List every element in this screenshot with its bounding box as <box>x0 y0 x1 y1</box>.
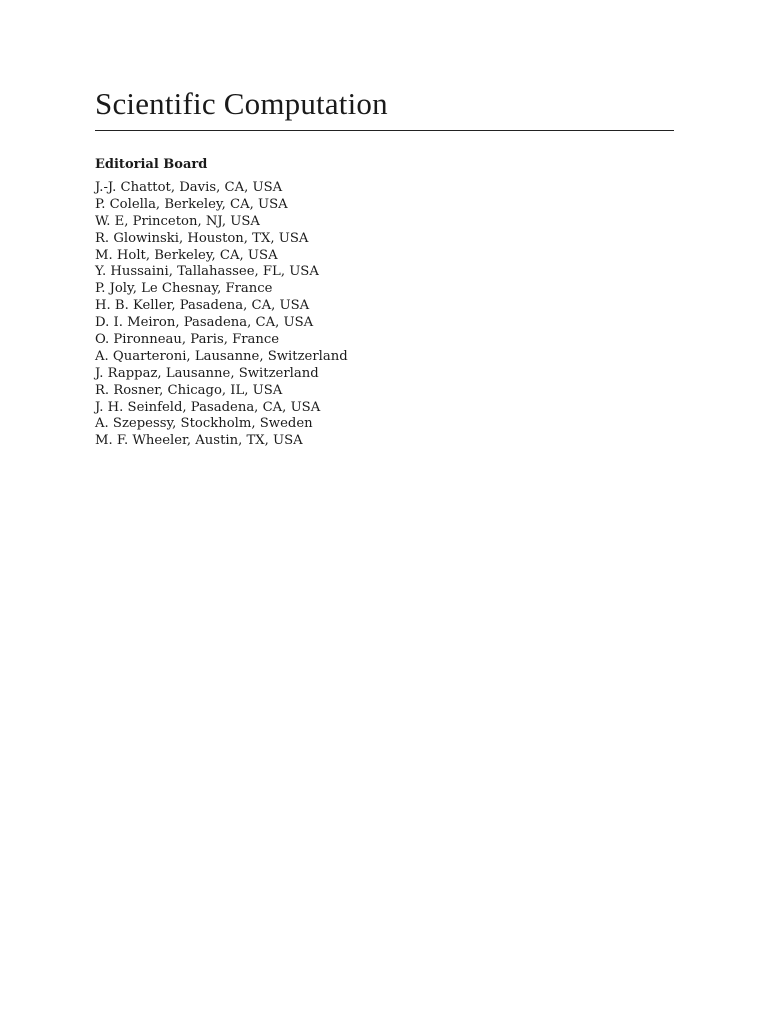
board-member: R. Rosner, Chicago, IL, USA <box>95 382 283 398</box>
board-member: M. F. Wheeler, Austin, TX, USA <box>95 433 303 449</box>
board-member: P. Colella, Berkeley, CA, USA <box>95 196 288 212</box>
board-member: J.-J. Chattot, Davis, CA, USA <box>95 180 283 195</box>
board-member: P. Joly, Le Chesnay, France <box>95 281 273 297</box>
board-member: A. Szepessy, Stockholm, Sweden <box>95 416 313 432</box>
board-member: R. Glowinski, Houston, TX, USA <box>95 230 309 246</box>
board-member: J. Rappaz, Lausanne, Switzerland <box>95 365 319 381</box>
board-member: J. H. Seinfeld, Pasadena, CA, USA <box>95 399 321 415</box>
board-member: D. I. Meiron, Pasadena, CA, USA <box>95 315 314 331</box>
board-member: M. Holt, Berkeley, CA, USA <box>95 247 278 263</box>
board-member: Y. Hussaini, Tallahassee, FL, USA <box>95 264 319 280</box>
series-title: Scientific Computation <box>95 86 388 121</box>
board-member: A. Quarteroni, Lausanne, Switzerland <box>95 348 348 364</box>
board-member: O. Pironneau, Paris, France <box>95 332 280 348</box>
board-member: H. B. Keller, Pasadena, CA, USA <box>95 298 310 314</box>
title-divider <box>95 130 674 131</box>
editorial-board-heading: Editorial Board <box>95 157 208 172</box>
editorial-board-list <box>95 180 348 450</box>
board-member: W. E, Princeton, NJ, USA <box>95 213 260 229</box>
